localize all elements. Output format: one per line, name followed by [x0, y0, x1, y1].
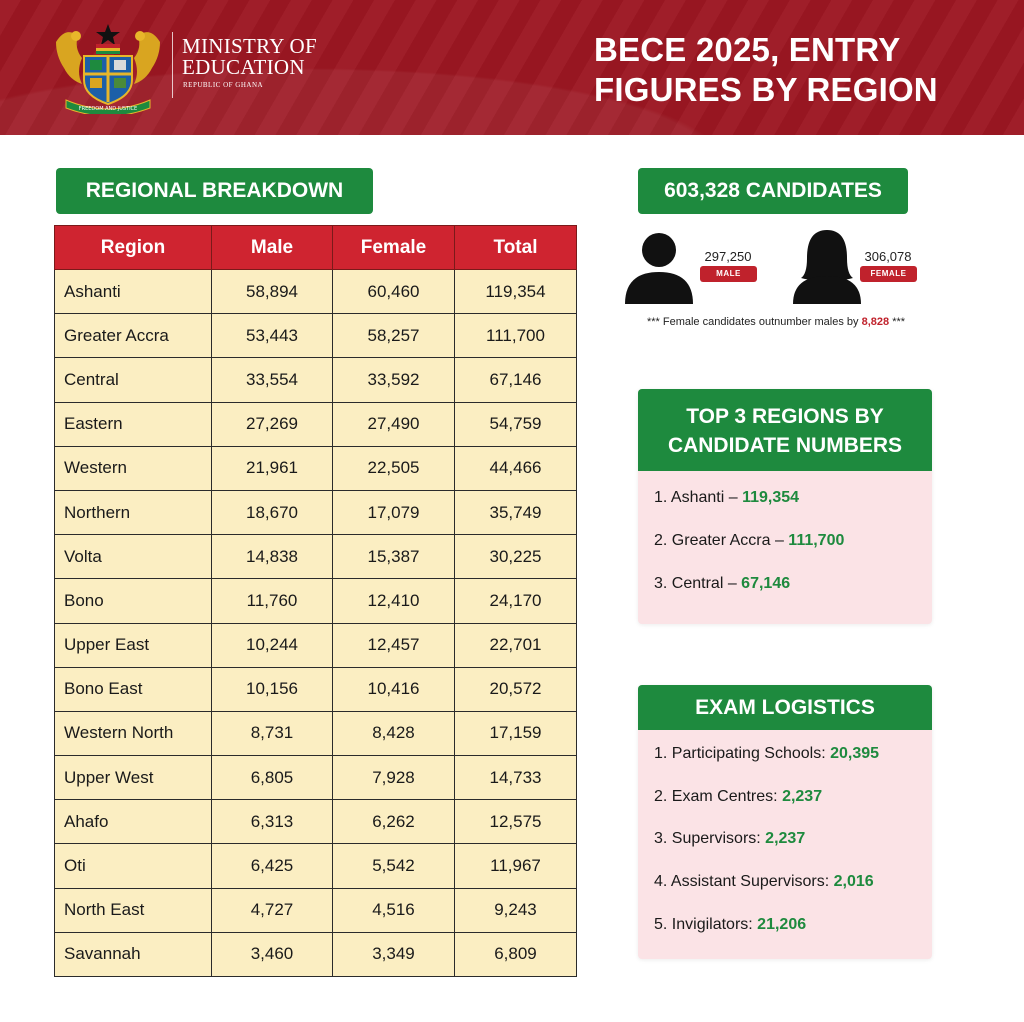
- total-count-cell: 30,225: [455, 535, 577, 579]
- male-badge: MALE: [700, 266, 757, 282]
- regional-breakdown-heading: REGIONAL BREAKDOWN: [56, 168, 373, 214]
- female-count-cell: 8,428: [333, 711, 455, 755]
- table-row: [55, 270, 577, 314]
- male-count-cell: 18,670: [212, 490, 333, 534]
- top-region-item: 3. Central – 67,146: [654, 575, 791, 592]
- female-count: 306,078: [864, 249, 912, 264]
- total-count-cell: 111,700: [455, 314, 577, 358]
- total-count-cell: 67,146: [455, 358, 577, 402]
- table-row: [55, 844, 577, 888]
- table-row: [55, 402, 577, 446]
- top-regions-heading: TOP 3 REGIONS BY CANDIDATE NUMBERS: [638, 389, 932, 471]
- region-name-cell: Oti: [55, 844, 212, 888]
- logistics-item: 3. Supervisors: 2,237: [654, 830, 806, 847]
- region-name-cell: Ashanti: [55, 270, 212, 314]
- logistics-item: 1. Participating Schools: 20,395: [654, 745, 880, 762]
- female-count-cell: 7,928: [333, 756, 455, 800]
- male-count-cell: 3,460: [212, 932, 333, 976]
- ministry-name: MINISTRY OF EDUCATION: [182, 34, 317, 79]
- total-count-cell: 119,354: [455, 270, 577, 314]
- table-header-row: [55, 226, 577, 270]
- female-count-cell: 6,262: [333, 800, 455, 844]
- female-count-cell: 33,592: [333, 358, 455, 402]
- female-count-cell: 4,516: [333, 888, 455, 932]
- top-region-item: 2. Greater Accra – 111,700: [654, 532, 845, 549]
- total-count-cell: 20,572: [455, 667, 577, 711]
- region-name-cell: Eastern: [55, 402, 212, 446]
- male-count-cell: 53,443: [212, 314, 333, 358]
- gender-difference-note: *** Female candidates outnumber males by 8,828 ***: [646, 316, 906, 328]
- coat-of-arms-logo: [52, 22, 164, 114]
- female-count-cell: 27,490: [333, 402, 455, 446]
- regional-table: [54, 225, 577, 977]
- column-header-region: Region: [55, 226, 212, 270]
- male-count-cell: 21,961: [212, 446, 333, 490]
- region-name-cell: Ahafo: [55, 800, 212, 844]
- region-name-cell: Upper East: [55, 623, 212, 667]
- male-count-cell: 58,894: [212, 270, 333, 314]
- female-count-cell: 12,410: [333, 579, 455, 623]
- column-header-male: Male: [212, 226, 333, 270]
- female-count-cell: 60,460: [333, 270, 455, 314]
- region-name-cell: North East: [55, 888, 212, 932]
- region-name-cell: Savannah: [55, 932, 212, 976]
- region-name-cell: Upper West: [55, 756, 212, 800]
- male-count-cell: 33,554: [212, 358, 333, 402]
- column-header-female: Female: [333, 226, 455, 270]
- female-count-cell: 22,505: [333, 446, 455, 490]
- male-count-cell: 6,425: [212, 844, 333, 888]
- region-name-cell: Western North: [55, 711, 212, 755]
- exam-logistics-heading: EXAM LOGISTICS: [638, 685, 932, 730]
- female-count-cell: 5,542: [333, 844, 455, 888]
- total-count-cell: 9,243: [455, 888, 577, 932]
- table-row: [55, 579, 577, 623]
- table-row: [55, 358, 577, 402]
- male-count-cell: 27,269: [212, 402, 333, 446]
- total-count-cell: 12,575: [455, 800, 577, 844]
- logistics-item: 2. Exam Centres: 2,237: [654, 788, 823, 805]
- svg-text:FREEDOM AND JUSTICE: FREEDOM AND JUSTICE: [78, 106, 138, 112]
- table-row: [55, 888, 577, 932]
- exam-logistics-panel: [638, 685, 932, 959]
- total-count-cell: 24,170: [455, 579, 577, 623]
- table-row: [55, 446, 577, 490]
- table-row: [55, 932, 577, 976]
- table-row: [55, 667, 577, 711]
- header-banner: [0, 0, 1024, 135]
- logistics-item: 4. Assistant Supervisors: 2,016: [654, 873, 874, 890]
- female-count-cell: 58,257: [333, 314, 455, 358]
- female-person-icon: [793, 228, 861, 304]
- total-count-cell: 11,967: [455, 844, 577, 888]
- table-row: [55, 623, 577, 667]
- header-divider: [172, 32, 173, 98]
- male-count-cell: 10,244: [212, 623, 333, 667]
- total-count-cell: 14,733: [455, 756, 577, 800]
- region-name-cell: Northern: [55, 490, 212, 534]
- male-count-cell: 6,313: [212, 800, 333, 844]
- female-count-cell: 15,387: [333, 535, 455, 579]
- total-count-cell: 6,809: [455, 932, 577, 976]
- table-row: [55, 535, 577, 579]
- logistics-item: 5. Invigilators: 21,206: [654, 916, 807, 933]
- region-name-cell: Bono East: [55, 667, 212, 711]
- top-regions-panel: [638, 389, 932, 624]
- region-name-cell: Bono: [55, 579, 212, 623]
- female-count-cell: 12,457: [333, 623, 455, 667]
- male-count-cell: 14,838: [212, 535, 333, 579]
- table-row: [55, 756, 577, 800]
- female-count-cell: 3,349: [333, 932, 455, 976]
- total-count-cell: 17,159: [455, 711, 577, 755]
- total-count-cell: 35,749: [455, 490, 577, 534]
- female-badge: FEMALE: [860, 266, 917, 282]
- region-name-cell: Central: [55, 358, 212, 402]
- page-title: BECE 2025, ENTRY FIGURES BY REGION: [594, 31, 938, 108]
- region-name-cell: Greater Accra: [55, 314, 212, 358]
- male-count-cell: 11,760: [212, 579, 333, 623]
- top-region-item: 1. Ashanti – 119,354: [654, 489, 800, 506]
- total-count-cell: 54,759: [455, 402, 577, 446]
- table-row: [55, 314, 577, 358]
- male-count-cell: 8,731: [212, 711, 333, 755]
- region-name-cell: Western: [55, 446, 212, 490]
- male-person-icon: [625, 228, 693, 304]
- female-count-cell: 17,079: [333, 490, 455, 534]
- male-count-cell: 10,156: [212, 667, 333, 711]
- total-count-cell: 22,701: [455, 623, 577, 667]
- region-name-cell: Volta: [55, 535, 212, 579]
- table-row: [55, 800, 577, 844]
- total-count-cell: 44,466: [455, 446, 577, 490]
- male-count-cell: 4,727: [212, 888, 333, 932]
- table-row: [55, 490, 577, 534]
- male-count-cell: 6,805: [212, 756, 333, 800]
- male-count: 297,250: [704, 249, 752, 264]
- candidates-heading: 603,328 CANDIDATES: [638, 168, 908, 214]
- column-header-total: Total: [455, 226, 577, 270]
- ministry-subtitle: REPUBLIC OF GHANA: [183, 81, 264, 89]
- female-count-cell: 10,416: [333, 667, 455, 711]
- table-row: [55, 711, 577, 755]
